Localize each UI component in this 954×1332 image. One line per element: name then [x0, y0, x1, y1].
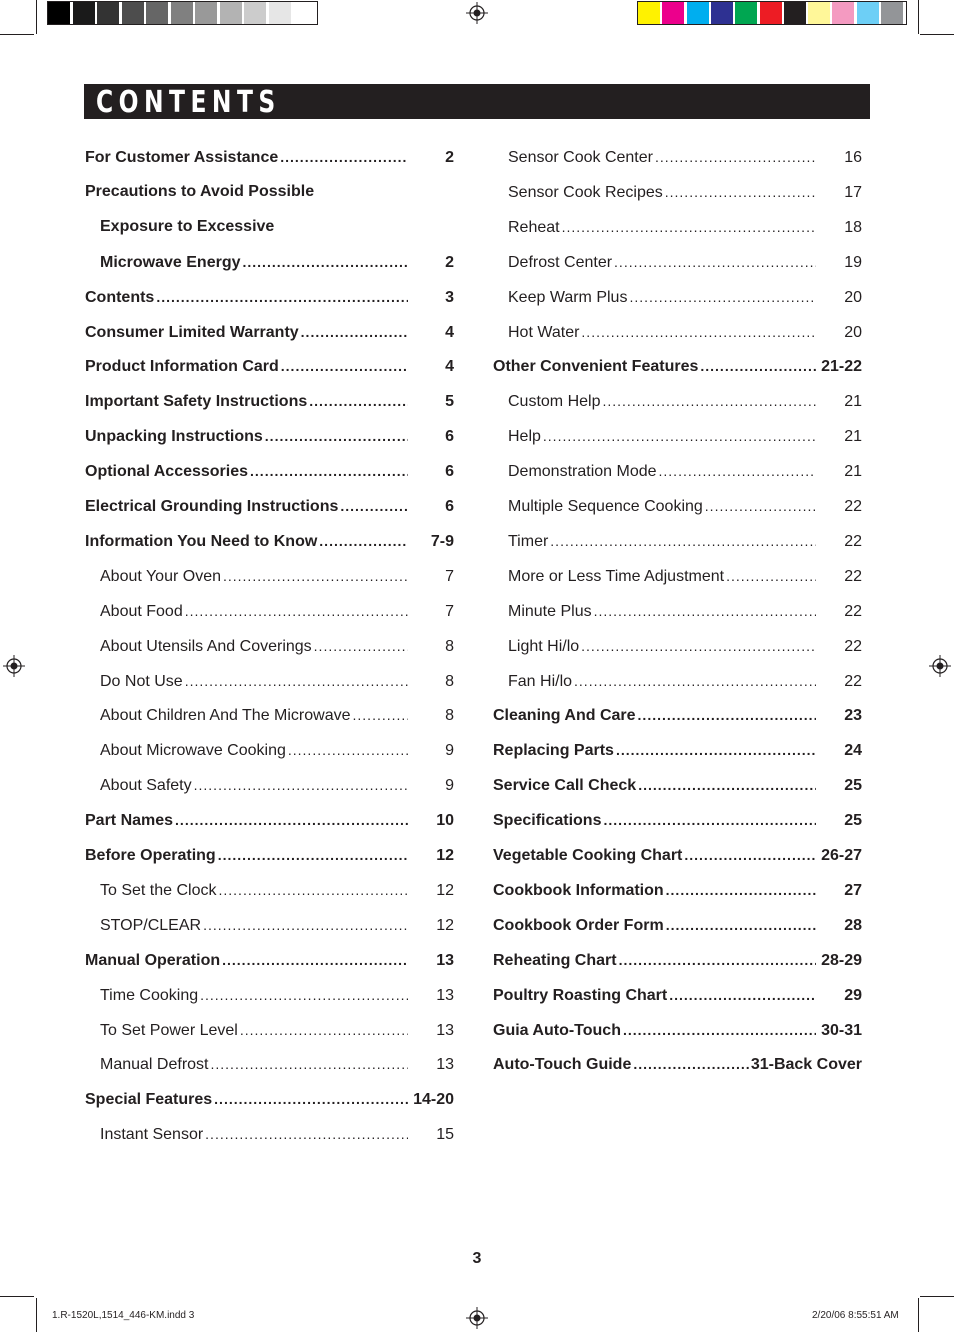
toc-entry-title: Reheat	[508, 218, 560, 236]
toc-entry	[85, 322, 454, 342]
toc-entry-page: 28-29	[821, 951, 862, 969]
toc-entry	[100, 636, 454, 656]
toc-entry	[100, 775, 454, 795]
toc-entry-page: 30-31	[821, 1021, 862, 1039]
dot-leader	[666, 880, 816, 900]
dot-leader	[666, 915, 816, 935]
toc-entry	[508, 566, 862, 586]
toc-entry-title: Help	[508, 428, 541, 446]
dot-leader	[669, 985, 816, 1005]
dot-leader	[281, 356, 408, 376]
toc-entry	[493, 775, 862, 795]
toc-entry	[100, 880, 454, 900]
dot-leader	[581, 322, 816, 342]
dot-leader	[185, 601, 408, 621]
toc-entry	[493, 705, 862, 725]
dot-leader	[223, 566, 408, 586]
toc-entry-page: 31-Back Cover	[750, 1056, 862, 1074]
toc-entry-title: To Set the Clock	[100, 881, 217, 899]
crop-mark	[0, 34, 34, 35]
dot-leader	[211, 1054, 409, 1074]
dot-leader	[655, 147, 816, 167]
dot-leader	[550, 531, 816, 551]
dot-leader	[353, 705, 408, 725]
toc-entry	[85, 531, 454, 551]
dot-leader	[594, 601, 816, 621]
dot-leader	[705, 496, 816, 516]
contents-banner	[84, 84, 870, 119]
toc-entry-page: 25	[844, 777, 862, 795]
toc-entry-page: 8	[445, 672, 454, 690]
toc-entry-title: About Utensils And Coverings	[100, 637, 312, 655]
toc-entry-page: 2	[445, 149, 454, 166]
crop-mark	[0, 1296, 34, 1297]
dot-leader	[602, 391, 816, 411]
toc-entry	[508, 322, 862, 342]
toc-entry-title: Before Operating	[85, 847, 216, 864]
toc-entry-title: Replacing Parts	[493, 742, 614, 760]
toc-entry	[493, 810, 862, 830]
toc-entry-title: Consumer Limited Warranty	[85, 323, 299, 341]
toc-entry-page: 8	[445, 637, 454, 655]
toc-entry-title: Minute Plus	[508, 602, 592, 620]
toc-entry-page: 2	[445, 253, 454, 271]
dot-leader	[214, 1089, 408, 1109]
toc-entry-title: About Children And The Microwave	[100, 707, 351, 725]
dot-leader	[185, 671, 408, 691]
toc-entry-page: 22	[844, 602, 862, 620]
toc-entry-title: Service Call Check	[493, 777, 637, 795]
dot-leader	[603, 810, 816, 830]
toc-entry	[493, 740, 862, 760]
toc-entry-title: Contents	[85, 288, 155, 306]
file-slug: 1.R-1520L,1514_446-KM.indd 3	[52, 1310, 195, 1321]
toc-entry-page: 26-27	[821, 847, 862, 864]
toc-entry-title: Light Hi/lo	[508, 637, 580, 655]
toc-entry-title: To Set Power Level	[100, 1021, 238, 1039]
dot-leader	[240, 1020, 408, 1040]
dot-leader	[340, 496, 408, 516]
toc-entry	[85, 496, 454, 516]
dot-leader	[574, 671, 816, 691]
registration-mark-icon	[929, 655, 951, 677]
toc-entry	[85, 950, 454, 970]
toc-entry-title: Optional Accessories	[85, 463, 249, 481]
dot-leader	[218, 845, 408, 865]
toc-entry	[100, 217, 454, 237]
dot-leader	[205, 1124, 408, 1144]
dot-leader	[659, 461, 816, 481]
toc-entry-title: Unpacking Instructions	[85, 428, 263, 446]
dot-leader	[700, 356, 816, 376]
toc-entry-title: Hot Water	[508, 323, 580, 341]
toc-entry-page: 17	[844, 183, 862, 201]
toc-entry-page: 20	[844, 323, 862, 341]
dot-leader	[319, 531, 408, 551]
toc-entry-title: Multiple Sequence Cooking	[508, 498, 703, 515]
toc-entry	[100, 1020, 454, 1040]
toc-entry	[85, 426, 454, 446]
toc-entry	[508, 636, 862, 656]
toc-entry-page: 22	[844, 567, 862, 585]
toc-entry	[100, 671, 454, 691]
dot-leader	[309, 391, 408, 411]
dot-leader	[203, 915, 408, 935]
dot-leader	[243, 252, 409, 272]
toc-entry-page: 22	[844, 498, 862, 515]
swatch-frame	[637, 1, 907, 25]
dot-leader	[314, 636, 408, 656]
toc-entry	[85, 147, 454, 167]
toc-entry-title: STOP/CLEAR	[100, 916, 202, 934]
crop-mark	[920, 34, 954, 35]
toc-entry-page: 13	[436, 951, 454, 969]
toc-entry-page: 21	[844, 393, 862, 411]
toc-entry-title: Cleaning And Care	[493, 707, 636, 725]
toc-entry-page: 25	[844, 812, 862, 830]
toc-entry-title: Microwave Energy	[100, 253, 241, 271]
toc-entry-title: Keep Warm Plus	[508, 288, 628, 306]
toc-entry-page: 7	[445, 602, 454, 620]
toc-entry-title: Important Safety Instructions	[85, 393, 308, 411]
toc-entry-title: Manual Defrost	[100, 1056, 209, 1074]
toc-entry-page: 4	[445, 358, 454, 376]
toc-entry	[508, 252, 862, 272]
dot-leader	[619, 950, 816, 970]
toc-entry-title: Manual Operation	[85, 951, 221, 969]
toc-entry	[493, 950, 862, 970]
dot-leader	[288, 740, 408, 760]
toc-entry-title: About Microwave Cooking	[100, 742, 286, 760]
toc-entry-page: 19	[844, 253, 862, 271]
toc-entry	[508, 287, 862, 307]
print-timestamp: 2/20/06 8:55:51 AM	[812, 1310, 899, 1321]
toc-entry	[100, 601, 454, 621]
toc-entry	[100, 915, 454, 935]
toc-entry-page: 28	[844, 916, 862, 934]
toc-entry-page: 20	[844, 288, 862, 306]
toc-entry-page: 8	[445, 707, 454, 725]
toc-entry-page: 6	[445, 498, 454, 515]
toc-entry	[100, 252, 454, 272]
toc-entry-title: About Food	[100, 602, 183, 620]
toc-entry	[85, 287, 454, 307]
registration-mark-icon	[3, 655, 25, 677]
dot-leader	[633, 1054, 748, 1074]
toc-entry-page: 22	[844, 532, 862, 550]
toc-entry-title: Do Not Use	[100, 672, 183, 690]
toc-entry-title: Product Information Card	[85, 358, 279, 376]
toc-entry-page: 27	[844, 881, 862, 899]
toc-entry-page: 9	[445, 742, 454, 760]
page-title: CONTENTS	[96, 85, 281, 120]
toc-entry-page: 23	[844, 707, 862, 725]
toc-entry-title: Auto-Touch Guide	[493, 1056, 632, 1074]
toc-entry	[508, 391, 862, 411]
toc-entry-title: Sensor Cook Center	[508, 149, 653, 166]
dot-leader	[665, 182, 816, 202]
toc-entry	[508, 426, 862, 446]
dot-leader	[265, 426, 408, 446]
toc-entry-page: 7-9	[430, 532, 454, 550]
swatch-frame	[47, 1, 318, 25]
toc-entry-title: Electrical Grounding Instructions	[85, 498, 339, 515]
toc-entry-title: Cookbook Order Form	[493, 916, 664, 934]
toc-entry-title: Vegetable Cooking Chart	[493, 847, 683, 864]
toc-entry	[100, 566, 454, 586]
dot-leader	[200, 985, 408, 1005]
toc-entry	[508, 147, 862, 167]
toc-entry	[100, 705, 454, 725]
toc-entry	[508, 217, 862, 237]
toc-entry-title: Demonstration Mode	[508, 463, 657, 481]
dot-leader	[616, 740, 816, 760]
toc-entry-title: For Customer Assistance	[85, 149, 279, 166]
toc-entry-page: 21-22	[821, 358, 862, 376]
toc-entry	[493, 845, 862, 865]
toc-entry-page: 13	[436, 986, 454, 1004]
dot-leader	[614, 252, 816, 272]
toc-entry	[85, 810, 454, 830]
dot-leader	[726, 566, 816, 586]
toc-entry	[493, 985, 862, 1005]
toc-entry-title: Timer	[508, 532, 549, 550]
toc-entry	[493, 1054, 862, 1074]
dot-leader	[219, 880, 409, 900]
toc-entry-title: Guia Auto-Touch	[493, 1021, 621, 1039]
toc-entry	[508, 461, 862, 481]
toc-entry-page: 6	[445, 428, 454, 446]
toc-entry	[493, 880, 862, 900]
toc-entry-page: 29	[844, 986, 862, 1004]
toc-entry-title: Special Features	[85, 1091, 213, 1109]
toc-entry	[85, 391, 454, 411]
toc-entry-title: Part Names	[85, 812, 174, 830]
toc-entry-title: Reheating Chart	[493, 951, 617, 969]
toc-entry	[100, 1054, 454, 1074]
toc-entry-title: Information You Need to Know	[85, 532, 318, 550]
toc-entry-page: 13	[436, 1021, 454, 1039]
toc-entry	[85, 461, 454, 481]
toc-entry-title: More or Less Time Adjustment	[508, 567, 725, 585]
toc-entry-page: 4	[445, 323, 454, 341]
dot-leader	[280, 147, 408, 167]
toc-entry	[85, 182, 454, 202]
dot-leader	[222, 950, 408, 970]
toc-entry-page: 3	[445, 288, 454, 306]
toc-entry-page: 9	[445, 777, 454, 795]
toc-entry	[100, 740, 454, 760]
toc-entry-page: 6	[445, 463, 454, 481]
toc-entry-page: 14-20	[413, 1091, 454, 1109]
dot-leader	[175, 810, 408, 830]
toc-entry-page: 22	[844, 637, 862, 655]
toc-entry-title: Instant Sensor	[100, 1126, 204, 1144]
toc-entry-title: About Safety	[100, 777, 192, 795]
toc-entry	[100, 985, 454, 1005]
toc-entry-title: Precautions to Avoid Possible	[85, 182, 315, 200]
dot-leader	[623, 1020, 816, 1040]
toc-entry-title: Defrost Center	[508, 253, 613, 271]
dot-leader	[543, 426, 816, 446]
toc-entry-page: 12	[436, 881, 454, 899]
toc-entry	[508, 601, 862, 621]
toc-entry-title: Specifications	[493, 812, 602, 830]
toc-entry-title: Cookbook Information	[493, 881, 664, 899]
toc-entry-page: 22	[844, 672, 862, 690]
toc-entry-title: Fan Hi/lo	[508, 672, 573, 690]
toc-entry-title: Poultry Roasting Chart	[493, 986, 668, 1004]
page-number: 3	[472, 1250, 482, 1267]
toc-entry-page: 21	[844, 428, 862, 446]
dot-leader	[301, 322, 408, 342]
toc-entry	[508, 496, 862, 516]
toc-entry-page: 12	[436, 916, 454, 934]
toc-entry	[85, 845, 454, 865]
toc-entry-page: 21	[844, 463, 862, 481]
toc-entry-page: 24	[844, 742, 862, 760]
toc-entry	[508, 531, 862, 551]
toc-entry	[493, 356, 862, 376]
toc-entry	[85, 1089, 454, 1109]
dot-leader	[581, 636, 816, 656]
toc-entry-title: Other Convenient Features	[493, 358, 699, 376]
dot-leader	[194, 775, 408, 795]
dot-leader	[684, 845, 816, 865]
crop-mark	[920, 1296, 954, 1297]
toc-entry-page: 13	[436, 1056, 454, 1074]
toc-entry-page: 10	[436, 812, 454, 830]
crop-mark	[36, 1298, 37, 1332]
crop-mark	[918, 0, 919, 34]
toc-entry-page: 18	[844, 218, 862, 236]
toc-entry-title: Time Cooking	[100, 986, 199, 1004]
toc-entry-title: Exposure to Excessive	[100, 217, 275, 235]
toc-entry-title: Sensor Cook Recipes	[508, 183, 663, 201]
crop-mark	[36, 0, 37, 34]
dot-leader	[629, 287, 816, 307]
toc-entry-title: About Your Oven	[100, 567, 221, 585]
toc-entry-page: 12	[436, 847, 454, 864]
toc-entry-page: 7	[445, 567, 454, 585]
dot-leader	[638, 705, 816, 725]
registration-mark-icon	[466, 2, 488, 24]
dot-leader	[156, 287, 408, 307]
toc-entry-page: 15	[436, 1126, 454, 1144]
dot-leader	[562, 217, 816, 237]
toc-entry-page: 5	[445, 393, 454, 411]
dot-leader	[638, 775, 816, 795]
crop-mark	[918, 1298, 919, 1332]
toc-entry	[100, 1124, 454, 1144]
toc-entry	[508, 671, 862, 691]
toc-entry-title: Custom Help	[508, 393, 601, 411]
toc-entry	[85, 356, 454, 376]
toc-entry	[493, 1020, 862, 1040]
toc-entry	[493, 915, 862, 935]
registration-mark-icon	[466, 1307, 488, 1329]
toc-entry	[508, 182, 862, 202]
dot-leader	[250, 461, 408, 481]
toc-entry-page: 16	[844, 149, 862, 166]
